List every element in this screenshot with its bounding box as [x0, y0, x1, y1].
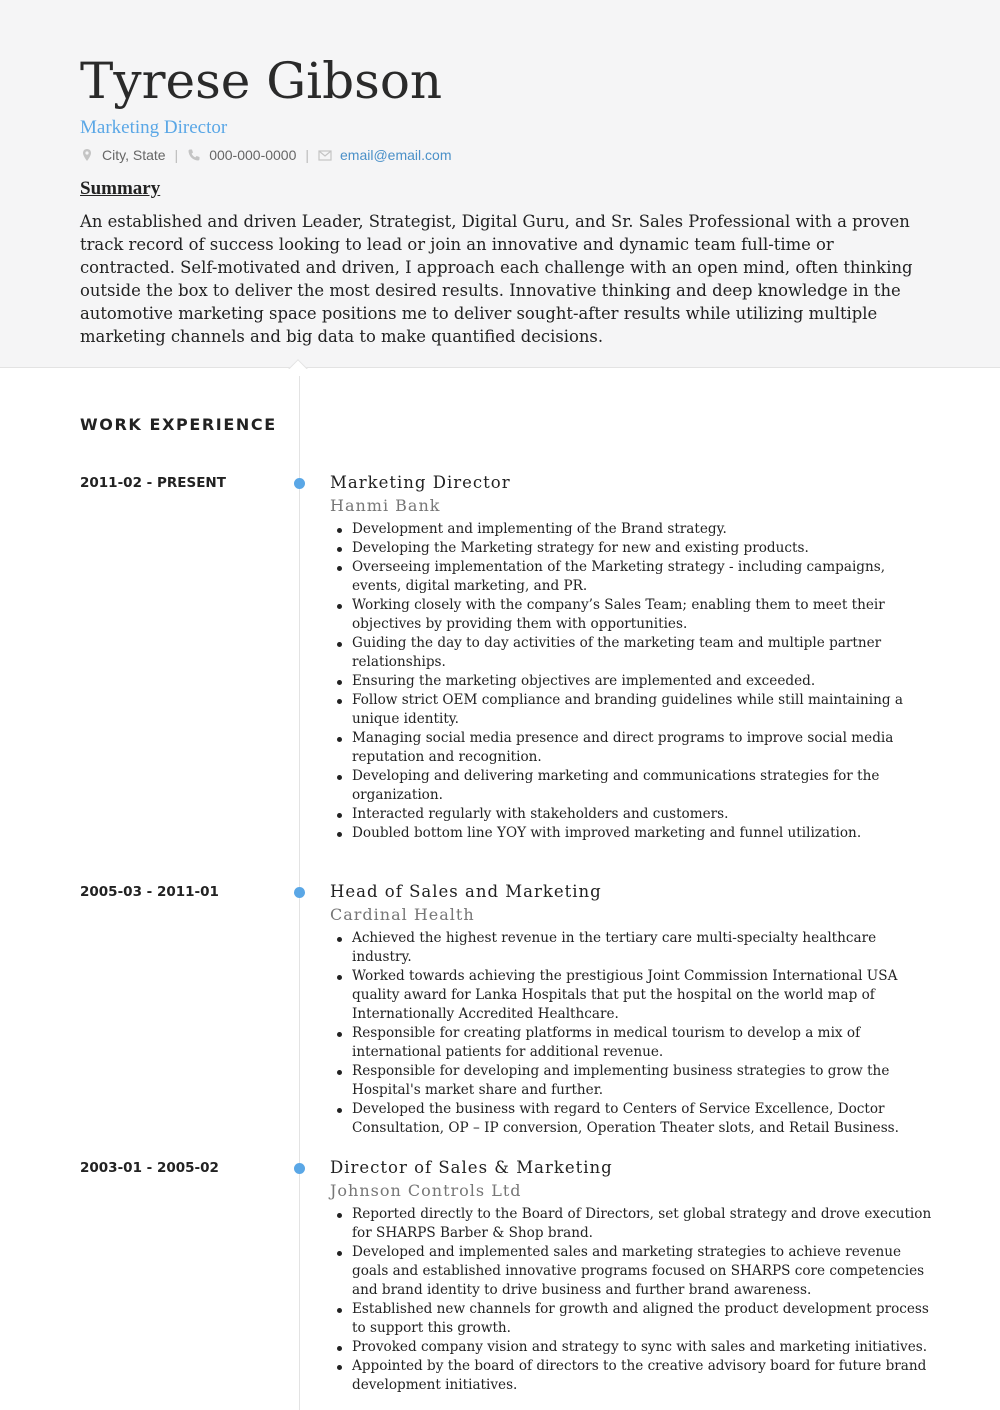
job-dates: 2005-03 - 2011-01 [80, 884, 219, 900]
summary-heading: Summary [80, 178, 161, 199]
list-item: Responsible for developing and implementing business strategies to grow the Hospital's market share and further. [352, 1062, 932, 1100]
contact-separator: | [174, 147, 179, 163]
list-item: Appointed by the board of directors to the creative advisory board for future brand development initiatives. [352, 1357, 932, 1395]
contact-location: City, State [102, 147, 166, 163]
timeline-dot [294, 887, 305, 898]
job-role: Marketing Director [330, 473, 511, 492]
job-bullets [352, 520, 932, 843]
job-company: Johnson Controls Ltd [330, 1181, 522, 1200]
job-role: Head of Sales and Marketing [330, 882, 602, 901]
contact-email-link[interactable]: email@email.com [340, 147, 452, 163]
list-item: Ensuring the marketing objectives are implemented and exceeded. [352, 672, 932, 691]
list-item: Worked towards achieving the prestigious Joint Commission International USA quality award for Lanka Hospitals that put the hospital on the world map of Internationally Accredited Healthcare. [352, 967, 932, 1024]
job-role: Director of Sales & Marketing [330, 1158, 613, 1177]
location-icon [80, 148, 94, 162]
email-icon [318, 148, 332, 162]
list-item: Interacted regularly with stakeholders and customers. [352, 805, 932, 824]
list-item: Reported directly to the Board of Directors, set global strategy and drove execution for SHARPS Barber & Shop brand. [352, 1206, 932, 1241]
list-item: Established new channels for growth and aligned the product development process to support this growth. [352, 1300, 932, 1338]
work-experience-heading: WORK EXPERIENCE [80, 415, 277, 434]
list-item: Developed the business with regard to Centers of Service Excellence, Doctor Consultation, OP – IP conversion, Operation Theater slots, and Retail Business. [352, 1100, 932, 1138]
candidate-title: Marketing Director [80, 117, 228, 138]
list-item: Working closely with the company’s Sales Team; enabling them to meet their objectives by providing them with opportunities. [352, 596, 932, 634]
phone-icon [187, 148, 201, 162]
summary-text: An established and driven Leader, Strategist, Digital Guru, and Sr. Sales Professional with a proven track record of success looking to lead or join an innovative and dynamic team full-time or contracted. Self-motivated and driven, I approach each challenge with an open mind, often thinking outside the box to deliver the most desired results. Innovative thinking and deep knowledge in the automotive marketing space positions me to deliver sought-after results while utilizing multiple marketing channels and big data to make quantified decisions. [80, 212, 913, 346]
list-item: Guiding the day to day activities of the marketing team and multiple partner relationships. [352, 634, 932, 672]
list-item: Follow strict OEM compliance and branding guidelines while still maintaining a unique identity. [352, 691, 932, 729]
contact-separator: | [305, 147, 310, 163]
candidate-name: Tyrese Gibson [80, 52, 443, 110]
list-item: Developing and delivering marketing and communications strategies for the organization. [352, 767, 932, 805]
job-dates: 2011-02 - PRESENT [80, 475, 226, 491]
job-company: Hanmi Bank [330, 496, 441, 515]
list-item: Developed and implemented sales and marketing strategies to achieve revenue goals and established innovative programs focused on SHARPS core competencies and brand identity to drive business and further brand awareness. [352, 1243, 932, 1300]
list-item: Doubled bottom line YOY with improved marketing and funnel utilization. [352, 824, 932, 843]
job-dates: 2003-01 - 2005-02 [80, 1160, 219, 1176]
job-bullets [352, 1205, 932, 1395]
list-item: Overseeing implementation of the Marketing strategy - including campaigns, events, digital marketing, and PR. [352, 558, 932, 596]
list-item: Provoked company vision and strategy to sync with sales and marketing initiatives. [352, 1338, 932, 1357]
job-company: Cardinal Health [330, 905, 475, 924]
list-item: Development and implementing of the Brand strategy. [352, 520, 932, 539]
contact-phone: 000-000-0000 [209, 147, 297, 163]
job-bullets [352, 929, 932, 1138]
list-item: Managing social media presence and direct programs to improve social media reputation and recognition. [352, 729, 932, 767]
contact-bar [80, 145, 451, 165]
timeline-dot [294, 1163, 305, 1174]
list-item: Developing the Marketing strategy for new and existing products. [352, 539, 932, 558]
timeline-dot [294, 478, 305, 489]
list-item: Achieved the highest revenue in the tertiary care multi-specialty healthcare industry. [352, 929, 932, 967]
list-item: Responsible for creating platforms in medical tourism to develop a mix of international patients for additional revenue. [352, 1024, 932, 1062]
